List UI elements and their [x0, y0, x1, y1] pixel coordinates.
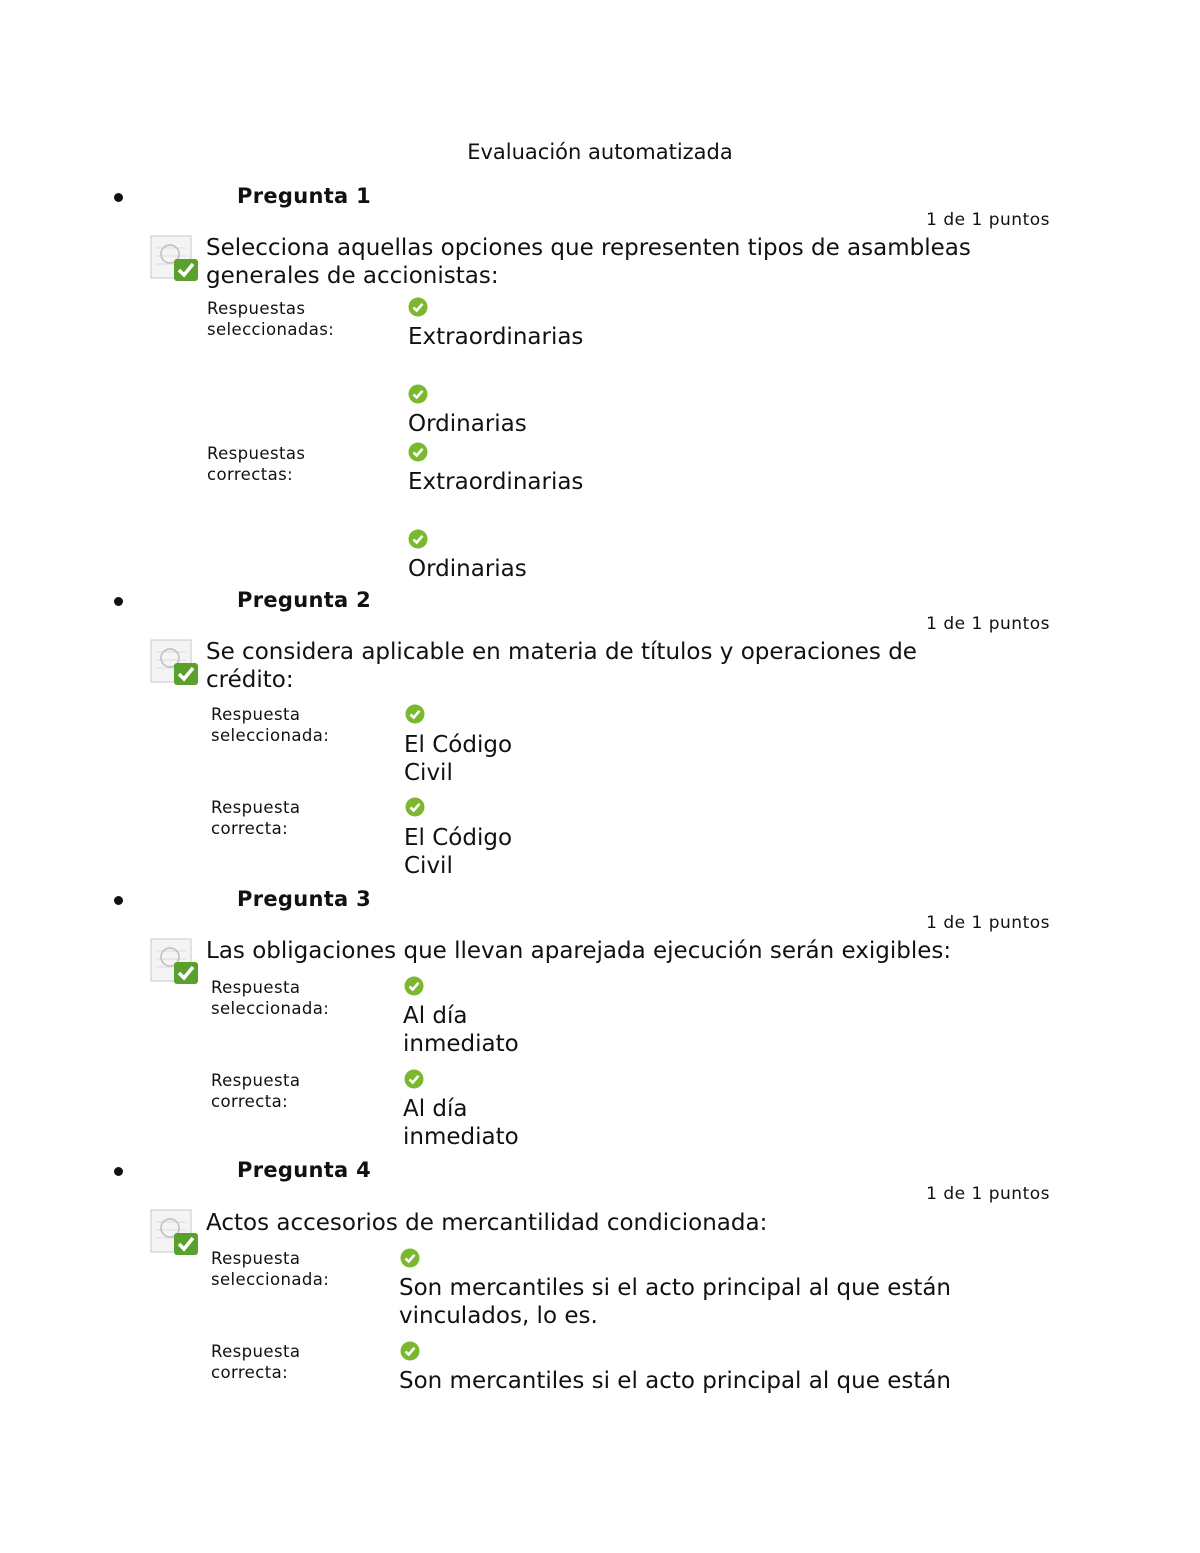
selected-answer: El Código Civil: [404, 732, 513, 786]
correct-answer: El Código Civil: [404, 825, 513, 879]
question-heading: Pregunta 3: [237, 887, 372, 911]
correct-answer-label: Respuesta correcta:: [211, 1071, 301, 1111]
selected-answer: Extraordinarias: [408, 324, 584, 350]
question-heading: Pregunta 2: [237, 588, 372, 612]
selected-answer-label: Respuesta seleccionada:: [211, 705, 330, 745]
question-text: Actos accesorios de mercantilidad condicionada:: [206, 1210, 768, 1236]
question-text: Selecciona aquellas opciones que representen tipos de asambleas generales de accionistas:: [206, 235, 971, 289]
question-text: Se considera aplicable en materia de títulos y operaciones de crédito:: [206, 639, 917, 693]
selected-answer: Ordinarias: [408, 411, 527, 437]
list-bullet: [114, 1167, 123, 1176]
question-points: 1 de 1 puntos: [926, 210, 1050, 230]
graded-correct-icon: [150, 234, 200, 282]
graded-correct-icon: [150, 1208, 200, 1256]
correct-answer: Al día inmediato: [403, 1096, 519, 1150]
check-circle-icon: [408, 442, 428, 462]
list-bullet: [114, 896, 123, 905]
question-points: 1 de 1 puntos: [926, 913, 1050, 933]
check-circle-icon: [405, 704, 425, 724]
correct-answer: Ordinarias: [408, 556, 527, 582]
question-points: 1 de 1 puntos: [926, 1184, 1050, 1204]
list-bullet: [114, 193, 123, 202]
selected-answer-label: Respuesta seleccionada:: [211, 978, 330, 1018]
check-circle-icon: [404, 1069, 424, 1089]
graded-correct-icon: [150, 638, 200, 686]
question-text: Las obligaciones que llevan aparejada ejecución serán exigibles:: [206, 938, 952, 964]
list-bullet: [114, 597, 123, 606]
selected-answers-label: Respuestas seleccionadas:: [207, 299, 335, 339]
selected-answer: Son mercantiles si el acto principal al que están vinculados, lo es.: [399, 1275, 952, 1329]
page-title: Evaluación automatizada: [467, 140, 733, 164]
check-circle-icon: [408, 384, 428, 404]
correct-answer-label: Respuesta correcta:: [211, 798, 301, 838]
check-circle-icon: [408, 297, 428, 317]
selected-answer: Al día inmediato: [403, 1003, 519, 1057]
correct-answer: Extraordinarias: [408, 469, 584, 495]
check-circle-icon: [408, 529, 428, 549]
check-circle-icon: [400, 1248, 420, 1268]
correct-answer-label: Respuesta correcta:: [211, 1342, 301, 1382]
question-heading: Pregunta 1: [237, 184, 372, 208]
graded-correct-icon: [150, 937, 200, 985]
check-circle-icon: [400, 1341, 420, 1361]
check-circle-icon: [404, 976, 424, 996]
selected-answer-label: Respuesta seleccionada:: [211, 1249, 330, 1289]
question-heading: Pregunta 4: [237, 1158, 372, 1182]
correct-answers-label: Respuestas correctas:: [207, 444, 306, 484]
correct-answer: Son mercantiles si el acto principal al que están: [399, 1368, 952, 1394]
check-circle-icon: [405, 797, 425, 817]
question-points: 1 de 1 puntos: [926, 614, 1050, 634]
